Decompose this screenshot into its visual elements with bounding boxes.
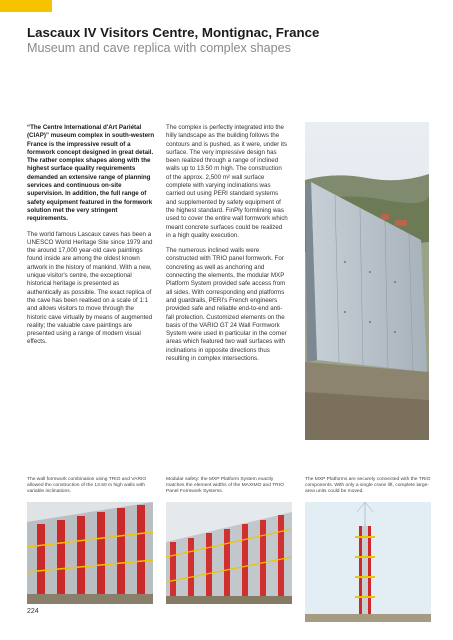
top-bar bbox=[0, 0, 453, 12]
photo-formwork-left-image bbox=[27, 502, 153, 604]
lead-paragraph: “The Centre International d'Art Pariétal (CIAP)” museum complex in south-western France is the impressive result of a formwork concept designed in great detail. The rather complex shapes along with the highest surface quality requirements demanded an extensive range of planning services and continuous on-site supervision. In addition, the full range of safety equipment featured in the formwork solution met the very stringent requirements. bbox=[27, 124, 155, 223]
photo-platform-tower-image bbox=[305, 502, 431, 622]
body-paragraph-2: The complex is perfectly integrated into the hilly landscape as the building follows the contours and is pushed, as it were, under its surface. The very impressive design has been realized through a range of inclined walls up to 13.50 m high. The construction of the approx. 2,500 m² wall surface complete with varying inclinations was carried out using PERI standard systems and supplemented by safety equipment of the highest standard. FinPly formlining was used to cover the entire wall formwork which meant concrete surfaces could be realized in a high quality execution. bbox=[166, 124, 288, 239]
photo-formwork-left bbox=[27, 502, 153, 604]
caption-right: The MXP Platforms are securely connected with the TRIO components. With only a single crane lift, complete large-area units could be moved. bbox=[305, 477, 431, 495]
text-column-middle bbox=[166, 124, 288, 370]
caption-middle: Modular safety: the MXP Platform System exactly matches the element widths of the MAXIMO and TRIO Panel Formwork Systems. bbox=[166, 477, 284, 495]
photo-formwork-middle-image bbox=[166, 502, 292, 604]
accent-bar bbox=[0, 0, 52, 12]
text-column-left bbox=[27, 124, 155, 354]
caption-left: The wall formwork combination using TRIO and VARIO allowed the construction of the 13.50 m high walls with variable inclinations. bbox=[27, 477, 147, 495]
photo-formwork-middle bbox=[166, 502, 292, 604]
photo-building-walls bbox=[305, 122, 429, 440]
photo-building-walls-image bbox=[305, 122, 429, 440]
page-title: Lascaux IV Visitors Centre, Montignac, France bbox=[27, 25, 320, 40]
page-subtitle: Museum and cave replica with complex shapes bbox=[27, 41, 291, 55]
photo-platform-tower bbox=[305, 502, 431, 622]
body-paragraph-3: The numerous inclined walls were constructed with TRIO panel formwork. For concreting as well as anchoring and connecting the elements, the modular MXP Platform System provided safe access from all sides. With corresponding end platforms and guardrails, PERI's French engineers provided safe and reliable end-to-end anti-fall protection. Customized elements on the basis of the VARIO GT 24 Wall Formwork System were used in particular in the corner areas which featured two wall surfaces with inclinations in opposite directions thus resulting in complex intersections. bbox=[166, 247, 287, 363]
body-paragraph-1: The world famous Lascaux caves has been a UNESCO World Heritage Site since 1979 and the around 17,000 year-old cave paintings found inside are among the oldest known artwork in the history of mankind. With a new, unique visitor's centre, the exceptional historical heritage is presented as authentically as possible. The exact replica of the cave has been realised on a scale of 1:1 and allows visitors to move through the historic cave virtually by means of augmented reality; the valuable cave paintings are presented using a range of modern visual effects. bbox=[27, 230, 153, 346]
page-number: 224 bbox=[27, 608, 39, 615]
